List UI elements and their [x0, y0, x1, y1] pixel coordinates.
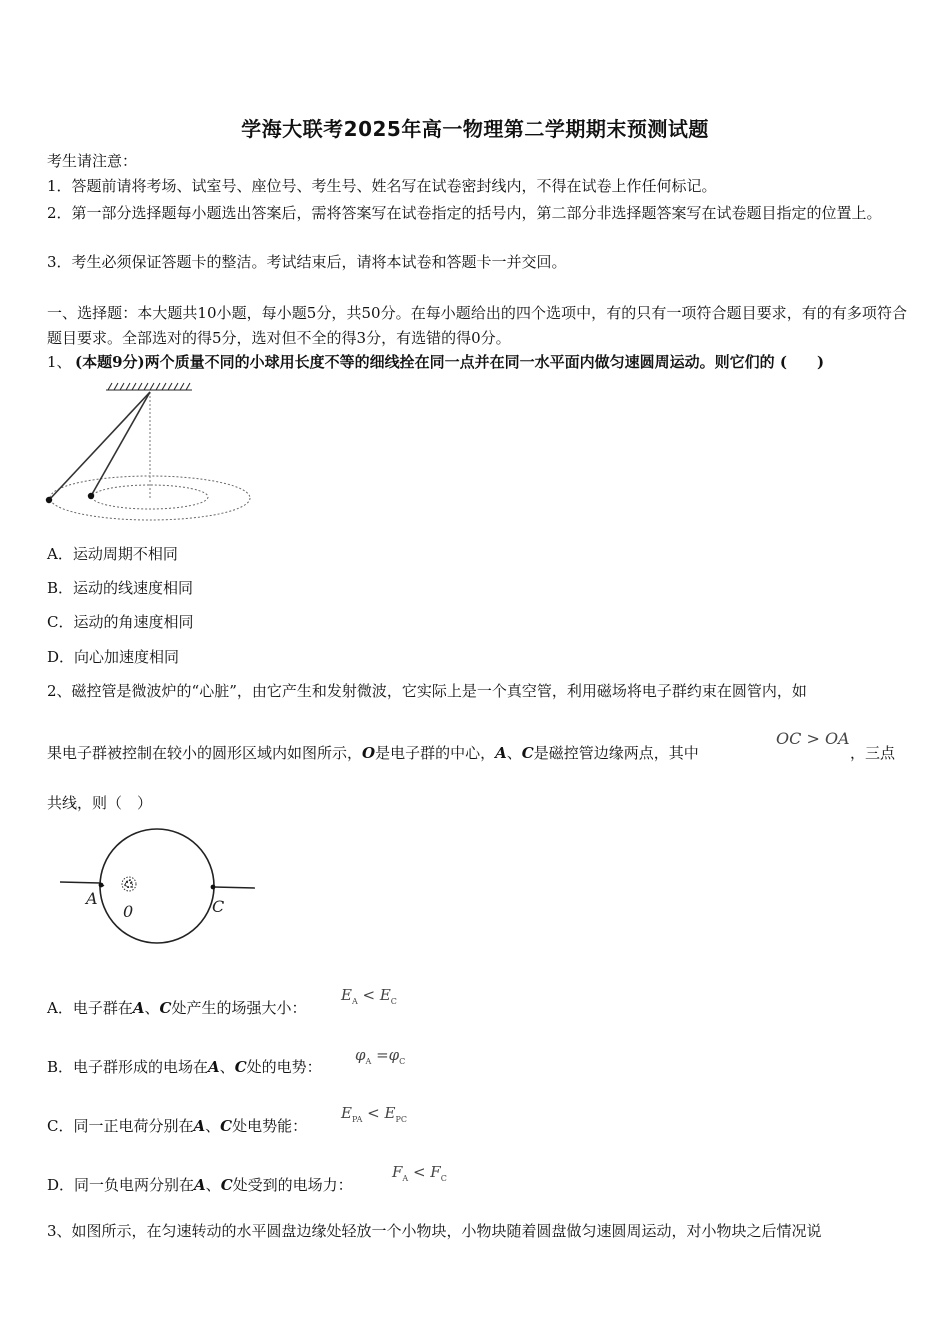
q2-option-a-math: $E_A < E_C$ — [341, 986, 397, 1006]
q2-option-d: D．同一负电两分别在A、C处受到的电场力： — [47, 1176, 353, 1194]
q2-option-a: A．电子群在A、C处产生的场强大小： — [47, 999, 307, 1017]
right-lead — [214, 887, 255, 888]
electron-cloud — [122, 877, 136, 891]
q1-number: 1、 — [47, 353, 72, 371]
q1-stem: (本题9分)两个质量不同的小球用长度不等的细线拴在同一点并在同一水平面内做匀速圆周运动。则它们的 ( ) — [75, 353, 825, 371]
long-string — [49, 392, 150, 500]
q2-option-b-math: $\varphi_A =\varphi_C$ — [355, 1046, 406, 1066]
q2-option-c-math: $E_{PA} < E_{PC}$ — [341, 1104, 407, 1124]
notice-item-3: 3．考生必须保证答题卡的整洁。考试结束后，请将本试卷和答题卡一并交回。 — [47, 253, 567, 271]
q2-line-1: 2、磁控管是微波炉的“心脏”，由它产生和发射微波，它实际上是一个真空管，利用磁场将电子群约束在圆管内，如 — [47, 682, 807, 700]
notice-item-1: 1．答题前请将考场、试室号、座位号、考生号、姓名写在试卷密封线内，不得在试卷上作任何标记。 — [47, 177, 717, 195]
q2-option-c: C．同一正电荷分别在A、C处电势能： — [47, 1117, 308, 1135]
q2-magnetron-figure — [55, 826, 265, 948]
ceiling-hatch — [106, 383, 192, 390]
q1-conical-pendulum-figure — [40, 378, 260, 526]
label-c: C — [212, 897, 225, 916]
notice-heading: 考生请注意： — [47, 152, 138, 170]
section1-intro: 一、选择题：本大题共10小题，每小题5分，共50分。在每小题给出的四个选项中，有的只有一项符合题目要求，有的有多项符合题目要求。全部选对的得5分，选对但不全的得3分，有选错的得0分。 — [47, 304, 907, 347]
q1-option-c: C．运动的角速度相同 — [47, 613, 194, 631]
q3-line-1: 3、如图所示，在匀速转动的水平圆盘边缘处轻放一个小物块，小物块随着圆盘做匀速圆周运动，对小物块之后情况说 — [47, 1222, 822, 1240]
label-a: A — [86, 889, 98, 908]
short-string — [91, 392, 150, 496]
point-c — [211, 885, 216, 890]
q2-inequality: OC > OA — [776, 729, 850, 748]
q1-option-d: D．向心加速度相同 — [47, 648, 180, 666]
q2-line-2: 果电子群被控制在较小的圆形区域内如图所示，O是电子群的中心，A、C是磁控管边缘两点，其中 — [47, 744, 699, 762]
q2-option-d-math: $F_A < F_C$ — [392, 1163, 447, 1183]
q2-line-2-end: ，三点 — [850, 744, 896, 762]
tube-circle — [100, 829, 214, 943]
q2-line-3: 共线，则（ ） — [47, 794, 153, 812]
ball-2 — [88, 493, 94, 499]
notice-item-2: 2．第一部分选择题每小题选出答案后，需将答案写在试卷指定的括号内，第二部分非选择题答案写在试卷题目指定的位置上。 — [47, 204, 882, 222]
q1-option-a: A．运动周期不相同 — [47, 545, 178, 563]
q2-option-b: B．电子群形成的电场在A、C处的电势： — [47, 1058, 322, 1076]
page-title: 学海大联考2025年高一物理第二学期期末预测试题 — [241, 117, 709, 141]
point-a — [99, 883, 104, 888]
ball-1 — [46, 497, 52, 503]
q1-option-b: B．运动的线速度相同 — [47, 579, 194, 597]
label-o: 0 — [123, 902, 134, 921]
left-lead — [60, 882, 100, 883]
